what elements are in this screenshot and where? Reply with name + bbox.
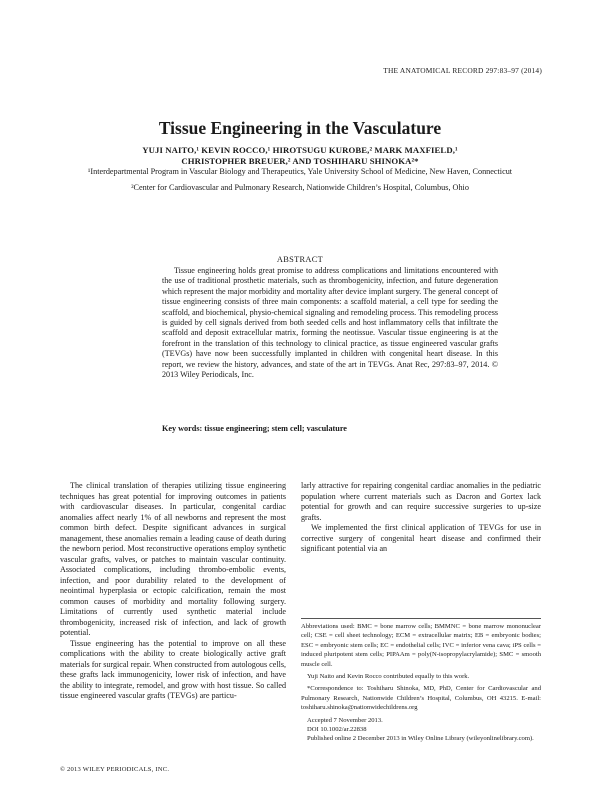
footnotes — [301, 618, 541, 744]
copyright-notice: © 2013 WILEY PERIODICALS, INC. — [60, 766, 170, 773]
body-column-left — [60, 481, 286, 702]
footnote-accepted: Accepted 7 November 2013. — [307, 716, 383, 724]
paper-title: Tissue Engineering in the Vasculature — [158, 118, 442, 138]
abstract-heading: ABSTRACT — [276, 255, 324, 264]
author-line-2: CHRISTOPHER BREUER,² AND TOSHIHARU SHINOKA²* — [181, 155, 419, 166]
footnote-equal-contribution: Yuji Naito and Kevin Rocco contributed equally to this work. — [307, 673, 470, 681]
body-paragraph: Tissue engineering has the potential to improve on all these complications with the ability to create biologically active graft materials for surgical repair. When constructed from autologous cells, these grafts lack immunogenicity, lower risk of infection, and have the ability to integrate, remodel, and grow with host tissue. So called tissue engineered vascular grafts (TEVGs) are particu- — [60, 638, 286, 700]
body-paragraph: We implemented the first clinical application of TEVGs for use in corrective surgery of congenital heart disease and confirmed their significant potential via an — [301, 523, 541, 553]
abstract-text: Tissue engineering holds great promise to address complications and limitations encountered with the use of traditional prosthetic materials, such as thrombogenicity, infection, and future degeneration which represent the major morbidity and mortality after device implant surgery. The general concept of tissue engineering consists of three main components: a scaffold material, a cell type for seeding the scaffold, and biochemical, physio-chemical signaling and remodeling process. This remodeling process is guided by cell signals derived from both seeded cells and host inflammatory cells that infiltrate the scaffold and deposit extracellular matrix, forming the neotissue. Vascular tissue engineering is at the forefront in the translation of this technology to clinical practice, as tissue engineered vascular grafts (TEVGs) have now been successfully implanted in children with congenital heart disease. In this report, we review the history, advances, and state of the art in TEVGs. Anat Rec, 297:83–97, 2014. © 2013 Wiley Periodicals, Inc. — [162, 266, 498, 380]
body-column-right — [301, 481, 541, 555]
keywords: Key words: tissue engineering; stem cell; vasculature — [162, 424, 347, 433]
author-line-1: YUJI NAITO,¹ KEVIN ROCCO,¹ HIROTSUGU KUROBE,² MARK MAXFIELD,¹ — [142, 145, 458, 155]
author-list — [60, 145, 540, 166]
footnote-doi: DOI 10.1002/ar.22838 — [307, 726, 367, 734]
running-head: THE ANATOMICAL RECORD 297:83–97 (2014) — [383, 66, 542, 75]
body-paragraph: larly attractive for repairing congenital cardiac anomalies in the pediatric population where current materials such as Dacron and Gortex lack potential for growth and can require successive surgeries to up-size grafts. — [301, 481, 541, 522]
footnote-abbreviations: Abbreviations used: BMC = bone marrow cells; BMMNC = bone marrow mononuclear cell; CSE = cell sheet technology; ECM = extracellular matrix; EB = embryonic bodies; ESC = embryonic stem cells; EC = endothelial cells; IVC = inferior vena cava; iPS cells = induced pluripotent stem cells; PIPAAm = poly(N-isopropylacrylamide); SMC = smooth muscle cell. — [301, 623, 541, 668]
affiliation-2: ²Center for Cardiovascular and Pulmonary Research, Nationwide Children’s Hospital, Columbus, Ohio — [131, 183, 469, 192]
body-paragraph: The clinical translation of therapies utilizing tissue engineering techniques has great potential for improving outcomes in patients with cardiovascular diseases. In particular, congenital cardiac anomalies affect nearly 1% of all newborns and represent the most common birth defect. Despite significant advances in surgical management, these anomalies remain a leading cause of death during the newborn period. Most reconstructive operations employ synthetic vascular grafts, valves, or patches to maintain vascular continuity. Associated complications, including thrombo-embolic events, infection, and poor durability related to the development of neointimal hyperplasia or ectopic calcification, remain the most common causes of morbidity and mortality following surgery. Limitations of currently used synthetic material include thrombogenicity, increased risk of infection, and lack of growth potential. — [60, 481, 286, 637]
footnote-correspondence: *Correspondence to: Toshiharu Shinoka, MD, PhD, Center for Cardiovascular and Pulmonary Research, Nationwide Children’s Hospital, Columbus, OH 43215. E-mail: toshiharu.shinoka@nationwidechildrens.org — [301, 685, 541, 712]
affiliation-1: ¹Interdepartmental Program in Vascular Biology and Therapeutics, Yale University School of Medicine, New Haven, Connecticut — [87, 167, 513, 176]
footnote-published: Published online 2 December 2013 in Wiley Online Library (wileyonlinelibrary.com). — [307, 735, 534, 743]
